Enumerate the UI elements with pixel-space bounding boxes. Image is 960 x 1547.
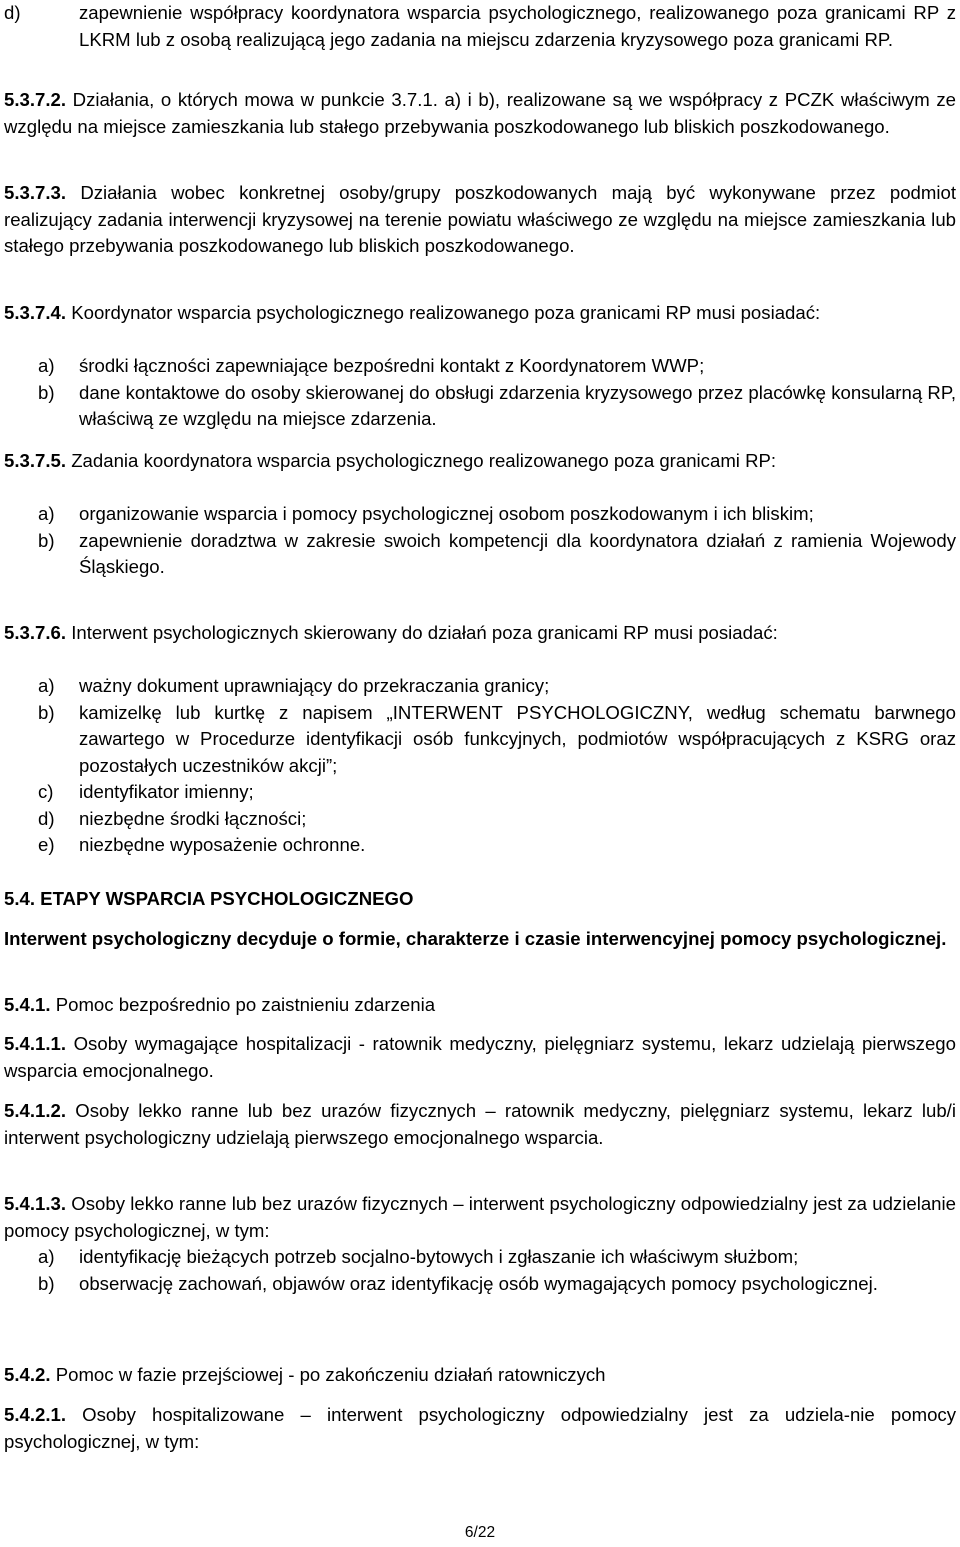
section-number: 5.4.1.3. — [4, 1193, 67, 1214]
list-item-text: organizowanie wsparcia i pomocy psychologicznej osobom poszkodowanym i ich bliskim; — [79, 503, 814, 524]
list-marker: d) — [38, 807, 55, 829]
section-5-3-7-3 — [4, 180, 956, 260]
section-5-4-2 — [4, 1362, 956, 1389]
section-number: 5.3.7.4. — [4, 302, 67, 323]
list-item-text: identyfikację bieżących potrzeb socjalno-bytowych i zgłaszanie ich właściwym służbom; — [79, 1246, 799, 1267]
list-marker: d) — [4, 2, 21, 23]
list-item — [4, 528, 956, 581]
section-text: Zadania koordynatora wsparcia psychologicznego realizowanego poza granicami RP: — [71, 450, 777, 471]
section-text: Osoby hospitalizowane – interwent psychologiczny odpowiedzialny jest za udziela-nie pomocy psychologicznej, w tym: — [4, 1404, 956, 1452]
list-item — [4, 1244, 956, 1271]
list-item-text: niezbędne środki łączności; — [79, 807, 307, 829]
section-5-4-1-2 — [4, 1098, 956, 1151]
list-marker: a) — [38, 355, 55, 376]
section-number: 5.4.2. — [4, 1364, 51, 1385]
list-marker: a) — [38, 503, 55, 524]
list-5-3-7-6 — [4, 673, 956, 859]
list-item-text: obserwację zachowań, objawów oraz identyfikację osób wymagających pomocy psychologicznej. — [79, 1272, 878, 1294]
list-item-text: niezbędne wyposażenie ochronne. — [79, 834, 366, 855]
section-5-4-1 — [4, 992, 956, 1019]
section-text: Interwent psychologicznych skierowany do działań poza granicami RP musi posiadać: — [71, 622, 778, 643]
section-text: Działania wobec konkretnej osoby/grupy poszkodowanych mają być wykonywane przez podmiot realizujący zadania interwencji kryzysowej na terenie powiatu właściwego ze względu na miejsce zamieszkania lub stałego przebywania poszkodowanego lub bliskich poszkodowanego. — [4, 182, 957, 256]
list-5-3-7-5 — [4, 501, 956, 581]
list-marker: c) — [38, 781, 54, 802]
list-marker: b) — [38, 529, 55, 551]
section-number: 5.4.1.2. — [4, 1100, 67, 1121]
section-heading-5-4: 5.4. ETAPY WSPARCIA PSYCHOLOGICZNEGO — [4, 888, 414, 909]
section-5-4-1-3 — [4, 1191, 956, 1244]
list-marker: a) — [38, 675, 55, 696]
list-marker: b) — [38, 701, 55, 723]
section-number: 5.3.7.3. — [4, 182, 67, 203]
list-marker: e) — [38, 834, 55, 855]
list-item-text: kamizelkę lub kurtkę z napisem „INTERWENT PSYCHOLOGICZNY, według schematu barwnego zawartego w Procedurze identyfikacji osób funkcyjnych, podmiotów współpracujących z KSRG oraz pozostałych uczestników akcji”; — [79, 701, 956, 776]
section-number: 5.4.1. — [4, 994, 51, 1015]
list-item-text: identyfikator imienny; — [79, 781, 254, 802]
list-5-4-1-3 — [4, 1244, 956, 1297]
section-text: Koordynator wsparcia psychologicznego realizowanego poza granicami RP musi posiadać: — [71, 302, 821, 323]
section-5-3-7-5 — [4, 448, 956, 475]
list-item-text: zapewnienie doradztwa w zakresie swoich kompetencji dla koordynatora działań z ramienia Wojewody Śląskiego. — [79, 529, 956, 577]
page-number: 6/22 — [464, 1524, 496, 1541]
list-5-3-7-4 — [4, 353, 956, 433]
section-number: 5.3.7.6. — [4, 622, 67, 643]
section-text: Osoby lekko ranne lub bez urazów fizycznych – ratownik medyczny, pielęgniarz systemu, lekarz lub/i interwent psychologiczny udzielają pierwszego emocjonalnego wsparcia. — [4, 1100, 956, 1148]
section-number: 5.3.7.5. — [4, 450, 67, 471]
list-marker: a) — [38, 1246, 55, 1267]
list-item-text: dane kontaktowe do osoby skierowanej do obsługi zdarzenia kryzysowego przez placówkę konsularną RP, właściwą ze względu na miejsce zdarzenia. — [79, 381, 956, 429]
section-number: 5.4.1.1. — [4, 1033, 67, 1054]
list-item — [4, 353, 956, 380]
list-item — [4, 380, 956, 433]
section-intro-5-4: Interwent psychologiczny decyduje o formie, charakterze i czasie interwencyjnej pomocy psychologicznej. — [4, 928, 947, 949]
section-number: 5.3.7.2. — [4, 89, 67, 110]
list-item — [4, 673, 956, 700]
section-text: Pomoc w fazie przejściowej - po zakończeniu działań ratowniczych — [55, 1364, 606, 1385]
list-item — [4, 1271, 956, 1298]
list-item — [4, 0, 956, 53]
section-5-3-7-4 — [4, 300, 956, 327]
list-item — [4, 700, 956, 780]
list-item-text: środki łączności zapewniające bezpośredni kontakt z Koordynatorem WWP; — [79, 355, 705, 376]
section-5-4-2-1 — [4, 1402, 956, 1455]
section-text: Osoby lekko ranne lub bez urazów fizycznych – interwent psychologiczny odpowiedzialny jest za udzielanie pomocy psychologicznej, w tym: — [4, 1193, 956, 1241]
list-item-text: zapewnienie współpracy koordynatora wsparcia psychologicznego, realizowanego poza granicami RP z LKRM lub z osobą realizującą jego zadania na miejscu zdarzenia kryzysowego poza granicami RP. — [79, 2, 956, 50]
list-item-text: ważny dokument uprawniający do przekraczania granicy; — [79, 675, 550, 696]
list-item — [4, 806, 956, 833]
section-5-3-7-6 — [4, 620, 956, 647]
list-item — [4, 832, 956, 859]
list-item — [4, 779, 956, 806]
section-text: Działania, o których mowa w punkcie 3.7.1. a) i b), realizowane są we współpracy z PCZK właściwym ze względu na miejsce zamieszkania lub stałego przebywania poszkodowanego lub bliskich poszkodowanego. — [4, 89, 956, 137]
section-number: 5.4.2.1. — [4, 1404, 67, 1425]
list-item — [4, 501, 956, 528]
section-5-4-1-1 — [4, 1031, 956, 1084]
section-text: Pomoc bezpośrednio po zaistnieniu zdarzenia — [55, 994, 436, 1015]
section-5-3-7-2 — [4, 87, 956, 140]
list-marker: b) — [38, 381, 55, 403]
section-text: Osoby wymagające hospitalizacji - ratownik medyczny, pielęgniarz systemu, lekarz udzielają pierwszego wsparcia emocjonalnego. — [4, 1033, 956, 1081]
list-marker: b) — [38, 1272, 55, 1294]
